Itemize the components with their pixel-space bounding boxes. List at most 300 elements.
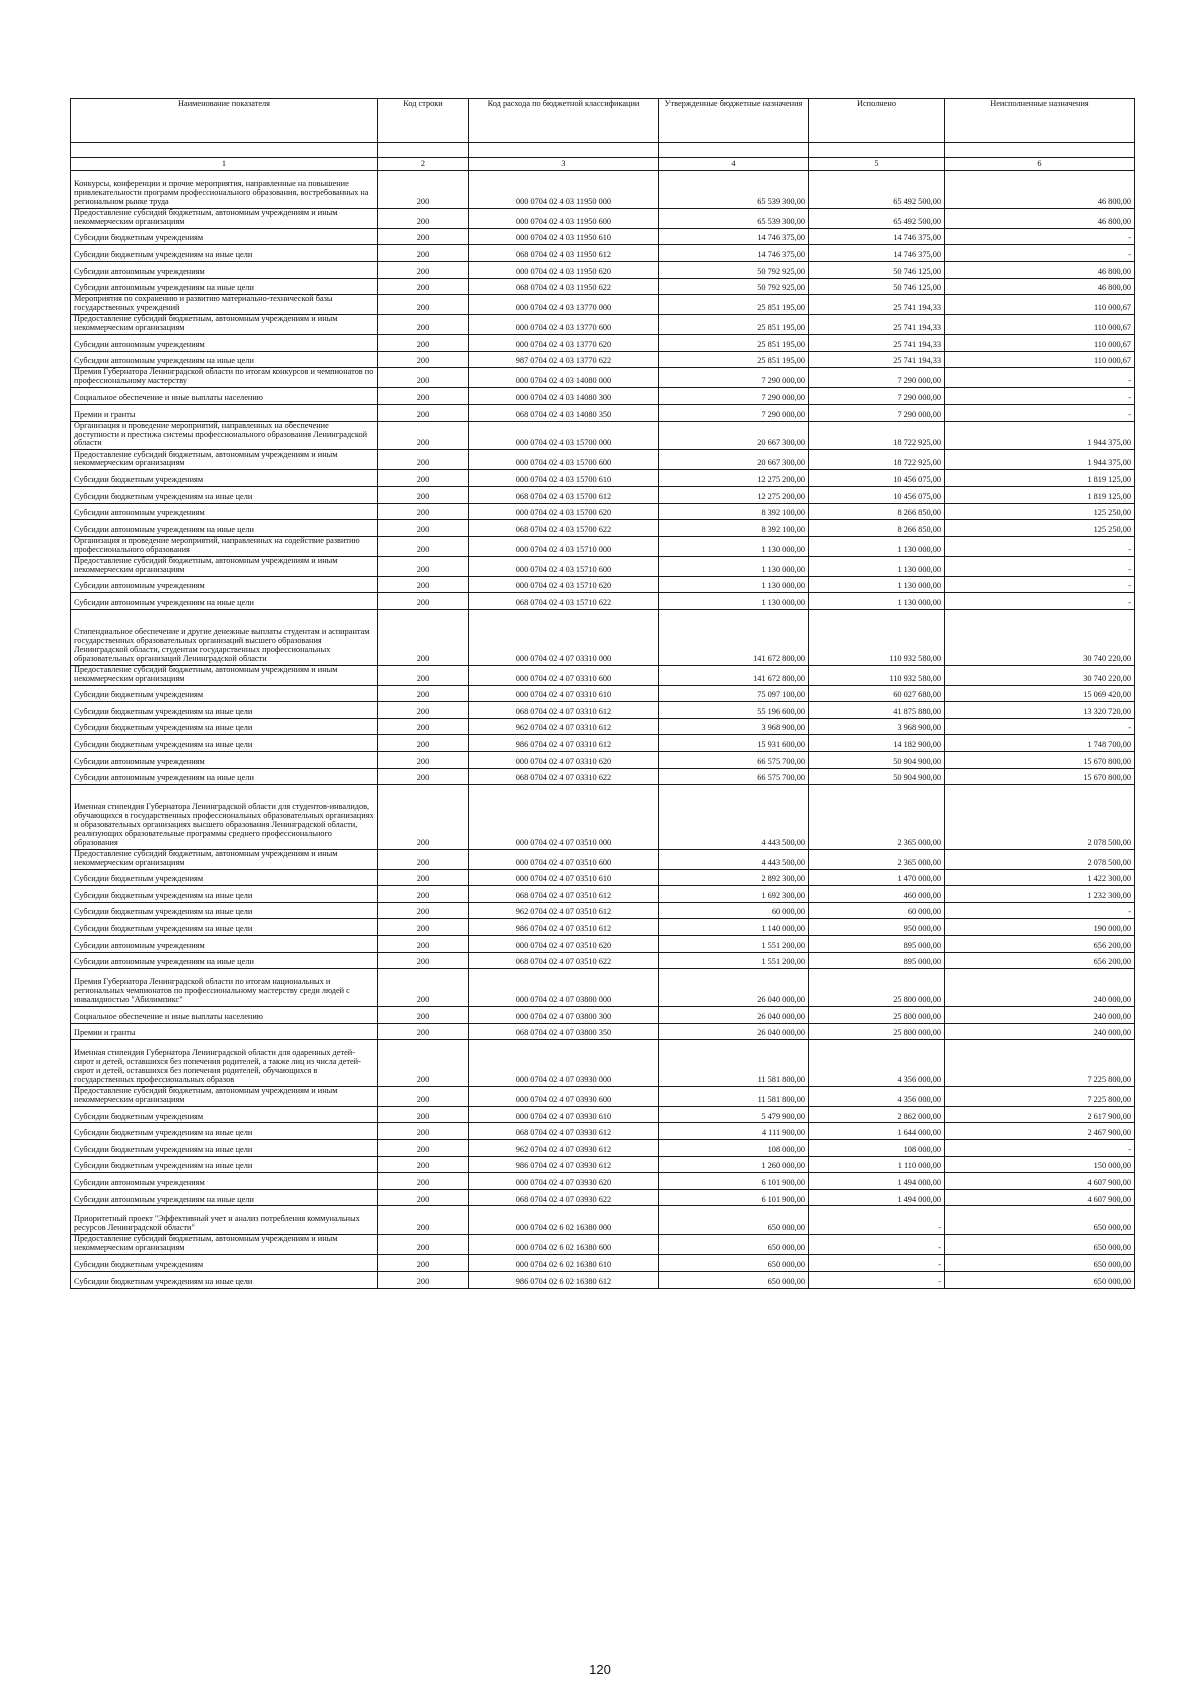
column-number: 4: [659, 158, 809, 171]
approved-amount-cell: 14 746 375,00: [659, 228, 809, 245]
table-row: [71, 171, 1135, 209]
budget-code-cell: 068 0704 02 4 07 03510 622: [469, 952, 659, 969]
line-code-cell: 200: [378, 1023, 469, 1040]
table-row: [71, 1173, 1135, 1190]
approved-amount-cell: 1 140 000,00: [659, 919, 809, 936]
approved-amount-cell: 6 101 900,00: [659, 1189, 809, 1206]
executed-amount-cell: 50 904 900,00: [809, 751, 945, 768]
budget-code-cell: 068 0704 02 4 03 15700 612: [469, 487, 659, 504]
table-row: [71, 869, 1135, 886]
unexecuted-amount-cell: 15 069 420,00: [945, 685, 1135, 702]
approved-amount-cell: 1 130 000,00: [659, 576, 809, 593]
approved-amount-cell: 2 892 300,00: [659, 869, 809, 886]
column-number: 5: [809, 158, 945, 171]
approved-amount-cell: 7 290 000,00: [659, 404, 809, 421]
line-code-cell: 200: [378, 1189, 469, 1206]
budget-code-cell: 068 0704 02 4 03 15700 622: [469, 520, 659, 537]
executed-amount-cell: 14 746 375,00: [809, 245, 945, 262]
line-code-cell: 200: [378, 1255, 469, 1272]
approved-amount-cell: 50 792 925,00: [659, 278, 809, 295]
line-code-cell: 200: [378, 702, 469, 719]
approved-amount-cell: 7 290 000,00: [659, 368, 809, 388]
table-row: [71, 421, 1135, 450]
header-spacer-row: [71, 143, 1135, 158]
unexecuted-amount-cell: -: [945, 404, 1135, 421]
unexecuted-amount-cell: 650 000,00: [945, 1255, 1135, 1272]
line-code-cell: 200: [378, 208, 469, 228]
unexecuted-amount-cell: 650 000,00: [945, 1235, 1135, 1255]
page-number: 120: [589, 1662, 611, 1677]
indicator-name-cell: Субсидии бюджетным учреждениям на иные цели: [71, 487, 378, 504]
executed-amount-cell: 895 000,00: [809, 936, 945, 953]
table-row: [71, 556, 1135, 576]
approved-amount-cell: 66 575 700,00: [659, 751, 809, 768]
line-code-cell: 200: [378, 261, 469, 278]
unexecuted-amount-cell: 125 250,00: [945, 520, 1135, 537]
unexecuted-amount-cell: 1 819 125,00: [945, 487, 1135, 504]
line-code-cell: 200: [378, 1123, 469, 1140]
unexecuted-amount-cell: 46 800,00: [945, 171, 1135, 209]
approved-amount-cell: 1 260 000,00: [659, 1156, 809, 1173]
unexecuted-amount-cell: 30 740 220,00: [945, 665, 1135, 685]
budget-code-cell: 986 0704 02 4 07 03930 612: [469, 1156, 659, 1173]
executed-amount-cell: 950 000,00: [809, 919, 945, 936]
approved-amount-cell: 12 275 200,00: [659, 487, 809, 504]
indicator-name-cell: Субсидии автономным учреждениям на иные цели: [71, 593, 378, 610]
table-row: [71, 388, 1135, 405]
approved-amount-cell: 7 290 000,00: [659, 388, 809, 405]
approved-amount-cell: 66 575 700,00: [659, 768, 809, 785]
header-executed: Исполнено: [809, 99, 945, 143]
indicator-name-cell: Приоритетный проект "Эффективный учет и анализ потребления коммунальных ресурсов Ленинградской области": [71, 1206, 378, 1235]
indicator-name-cell: Предоставление субсидий бюджетным, автономным учреждениям и иным некоммерческим организациям: [71, 665, 378, 685]
indicator-name-cell: Субсидии автономным учреждениям на иные цели: [71, 520, 378, 537]
executed-amount-cell: 65 492 500,00: [809, 171, 945, 209]
executed-amount-cell: 14 182 900,00: [809, 735, 945, 752]
column-number: 1: [71, 158, 378, 171]
indicator-name-cell: Субсидии бюджетным учреждениям на иные цели: [71, 1123, 378, 1140]
approved-amount-cell: 20 667 300,00: [659, 450, 809, 470]
indicator-name-cell: Субсидии автономным учреждениям: [71, 751, 378, 768]
executed-amount-cell: 18 722 925,00: [809, 450, 945, 470]
unexecuted-amount-cell: 4 607 900,00: [945, 1173, 1135, 1190]
line-code-cell: 200: [378, 487, 469, 504]
indicator-name-cell: Субсидии бюджетным учреждениям на иные цели: [71, 1271, 378, 1288]
executed-amount-cell: -: [809, 1206, 945, 1235]
indicator-name-cell: Премии и гранты: [71, 404, 378, 421]
table-row: [71, 315, 1135, 335]
executed-amount-cell: 8 266 850,00: [809, 503, 945, 520]
indicator-name-cell: Субсидии автономным учреждениям: [71, 503, 378, 520]
indicator-name-cell: Субсидии бюджетным учреждениям на иные цели: [71, 919, 378, 936]
unexecuted-amount-cell: -: [945, 556, 1135, 576]
unexecuted-amount-cell: -: [945, 536, 1135, 556]
line-code-cell: 200: [378, 388, 469, 405]
line-code-cell: 200: [378, 919, 469, 936]
line-code-cell: 200: [378, 404, 469, 421]
budget-code-cell: 000 0704 02 4 07 03930 610: [469, 1106, 659, 1123]
line-code-cell: 200: [378, 245, 469, 262]
executed-amount-cell: 7 290 000,00: [809, 368, 945, 388]
unexecuted-amount-cell: 1 748 700,00: [945, 735, 1135, 752]
unexecuted-amount-cell: 1 944 375,00: [945, 450, 1135, 470]
line-code-cell: 200: [378, 503, 469, 520]
unexecuted-amount-cell: 46 800,00: [945, 208, 1135, 228]
line-code-cell: 200: [378, 785, 469, 850]
line-code-cell: 200: [378, 735, 469, 752]
approved-amount-cell: 26 040 000,00: [659, 1007, 809, 1024]
line-code-cell: 200: [378, 576, 469, 593]
approved-amount-cell: 650 000,00: [659, 1255, 809, 1272]
line-code-cell: 200: [378, 520, 469, 537]
approved-amount-cell: 50 792 925,00: [659, 261, 809, 278]
indicator-name-cell: Предоставление субсидий бюджетным, автономным учреждениям и иным некоммерческим организациям: [71, 1235, 378, 1255]
line-code-cell: 200: [378, 936, 469, 953]
table-row: [71, 919, 1135, 936]
budget-code-cell: 068 0704 02 4 03 14080 350: [469, 404, 659, 421]
budget-code-cell: 068 0704 02 4 07 03930 612: [469, 1123, 659, 1140]
table-row: [71, 536, 1135, 556]
budget-code-cell: 000 0704 02 4 03 11950 000: [469, 171, 659, 209]
table-row: [71, 1235, 1135, 1255]
indicator-name-cell: Субсидии автономным учреждениям на иные цели: [71, 1189, 378, 1206]
table-row: [71, 1140, 1135, 1157]
budget-code-cell: 000 0704 02 4 03 15710 000: [469, 536, 659, 556]
indicator-name-cell: Субсидии автономным учреждениям на иные цели: [71, 278, 378, 295]
indicator-name-cell: Предоставление субсидий бюджетным, автономным учреждениям и иным некоммерческим организациям: [71, 315, 378, 335]
table-row: [71, 520, 1135, 537]
unexecuted-amount-cell: -: [945, 245, 1135, 262]
unexecuted-amount-cell: 1 422 300,00: [945, 869, 1135, 886]
approved-amount-cell: 4 443 500,00: [659, 849, 809, 869]
executed-amount-cell: 1 130 000,00: [809, 556, 945, 576]
budget-code-cell: 000 0704 02 4 03 15700 610: [469, 470, 659, 487]
unexecuted-amount-cell: 656 200,00: [945, 936, 1135, 953]
budget-code-cell: 068 0704 02 4 03 11950 612: [469, 245, 659, 262]
budget-code-cell: 000 0704 02 4 03 13770 620: [469, 335, 659, 352]
line-code-cell: 200: [378, 718, 469, 735]
budget-code-cell: 000 0704 02 4 07 03310 620: [469, 751, 659, 768]
budget-code-cell: 986 0704 02 4 07 03310 612: [469, 735, 659, 752]
budget-code-cell: 000 0704 02 4 03 15710 620: [469, 576, 659, 593]
line-code-cell: 200: [378, 1206, 469, 1235]
approved-amount-cell: 25 851 195,00: [659, 315, 809, 335]
approved-amount-cell: 14 746 375,00: [659, 245, 809, 262]
table-row: [71, 768, 1135, 785]
table-row: [71, 245, 1135, 262]
indicator-name-cell: Субсидии автономным учреждениям: [71, 576, 378, 593]
indicator-name-cell: Субсидии автономным учреждениям: [71, 335, 378, 352]
executed-amount-cell: 110 932 580,00: [809, 665, 945, 685]
unexecuted-amount-cell: 240 000,00: [945, 1023, 1135, 1040]
indicator-name-cell: Субсидии бюджетным учреждениям: [71, 685, 378, 702]
line-code-cell: 200: [378, 768, 469, 785]
unexecuted-amount-cell: 1 232 300,00: [945, 886, 1135, 903]
executed-amount-cell: 25 741 194,33: [809, 315, 945, 335]
approved-amount-cell: 8 392 100,00: [659, 520, 809, 537]
budget-code-cell: 962 0704 02 4 07 03930 612: [469, 1140, 659, 1157]
line-code-cell: 200: [378, 886, 469, 903]
unexecuted-amount-cell: 656 200,00: [945, 952, 1135, 969]
unexecuted-amount-cell: -: [945, 388, 1135, 405]
approved-amount-cell: 650 000,00: [659, 1271, 809, 1288]
executed-amount-cell: 895 000,00: [809, 952, 945, 969]
line-code-cell: 200: [378, 952, 469, 969]
approved-amount-cell: 4 111 900,00: [659, 1123, 809, 1140]
table-body: [71, 171, 1135, 1289]
unexecuted-amount-cell: -: [945, 368, 1135, 388]
approved-amount-cell: 15 931 600,00: [659, 735, 809, 752]
approved-amount-cell: 8 392 100,00: [659, 503, 809, 520]
table-row: [71, 335, 1135, 352]
unexecuted-amount-cell: -: [945, 718, 1135, 735]
executed-amount-cell: 7 290 000,00: [809, 388, 945, 405]
executed-amount-cell: -: [809, 1271, 945, 1288]
budget-code-cell: 000 0704 02 4 03 15710 600: [469, 556, 659, 576]
unexecuted-amount-cell: 650 000,00: [945, 1206, 1135, 1235]
table-row: [71, 1023, 1135, 1040]
unexecuted-amount-cell: -: [945, 576, 1135, 593]
approved-amount-cell: 65 539 300,00: [659, 171, 809, 209]
table-row: [71, 685, 1135, 702]
budget-code-cell: 000 0704 02 4 07 03510 000: [469, 785, 659, 850]
indicator-name-cell: Субсидии бюджетным учреждениям: [71, 1255, 378, 1272]
indicator-name-cell: Премия Губернатора Ленинградской области по итогам конкурсов и чемпионатов по профессиональному мастерству: [71, 368, 378, 388]
indicator-name-cell: Субсидии бюджетным учреждениям на иные цели: [71, 886, 378, 903]
executed-amount-cell: 110 932 580,00: [809, 610, 945, 666]
executed-amount-cell: 65 492 500,00: [809, 208, 945, 228]
budget-code-cell: 000 0704 02 4 07 03310 600: [469, 665, 659, 685]
line-code-cell: 200: [378, 228, 469, 245]
approved-amount-cell: 141 672 800,00: [659, 610, 809, 666]
indicator-name-cell: Социальное обеспечение и иные выплаты населению: [71, 388, 378, 405]
budget-code-cell: 000 0704 02 4 07 03510 620: [469, 936, 659, 953]
executed-amount-cell: 3 968 900,00: [809, 718, 945, 735]
executed-amount-cell: 41 875 880,00: [809, 702, 945, 719]
approved-amount-cell: 1 692 300,00: [659, 886, 809, 903]
approved-amount-cell: 650 000,00: [659, 1235, 809, 1255]
unexecuted-amount-cell: 240 000,00: [945, 1007, 1135, 1024]
executed-amount-cell: 460 000,00: [809, 886, 945, 903]
executed-amount-cell: 25 800 000,00: [809, 1023, 945, 1040]
table-row: [71, 1189, 1135, 1206]
indicator-name-cell: Субсидии бюджетным учреждениям на иные цели: [71, 735, 378, 752]
approved-amount-cell: 11 581 800,00: [659, 1040, 809, 1087]
header-unexecuted-appropriations: Неисполненные назначения: [945, 99, 1135, 143]
table-row: [71, 368, 1135, 388]
approved-amount-cell: 26 040 000,00: [659, 969, 809, 1007]
budget-code-cell: 068 0704 02 4 07 03510 612: [469, 886, 659, 903]
line-code-cell: 200: [378, 315, 469, 335]
executed-amount-cell: 60 000,00: [809, 902, 945, 919]
indicator-name-cell: Мероприятия по сохранению и развитию материально-технической базы государственных учреждений: [71, 295, 378, 315]
table-row: [71, 1007, 1135, 1024]
executed-amount-cell: 18 722 925,00: [809, 421, 945, 450]
budget-code-cell: 068 0704 02 4 07 03800 350: [469, 1023, 659, 1040]
unexecuted-amount-cell: -: [945, 228, 1135, 245]
budget-code-cell: 000 0704 02 4 03 13770 600: [469, 315, 659, 335]
table-row: [71, 849, 1135, 869]
executed-amount-cell: 2 862 000,00: [809, 1106, 945, 1123]
line-code-cell: 200: [378, 1106, 469, 1123]
table-row: [71, 735, 1135, 752]
table-row: [71, 470, 1135, 487]
indicator-name-cell: Организация и проведение мероприятий, направленных на обеспечение доступности и престижа системы профессионального образования Ленинградской области: [71, 421, 378, 450]
executed-amount-cell: 25 800 000,00: [809, 969, 945, 1007]
unexecuted-amount-cell: 13 320 720,00: [945, 702, 1135, 719]
unexecuted-amount-cell: 1 819 125,00: [945, 470, 1135, 487]
executed-amount-cell: 60 027 680,00: [809, 685, 945, 702]
executed-amount-cell: 10 456 075,00: [809, 487, 945, 504]
budget-code-cell: 000 0704 02 4 03 11950 600: [469, 208, 659, 228]
table-row: [71, 228, 1135, 245]
table-row: [71, 952, 1135, 969]
budget-code-cell: 000 0704 02 4 07 03930 620: [469, 1173, 659, 1190]
indicator-name-cell: Именная стипендия Губернатора Ленинградской области для студентов-инвалидов, обучающихся в государственных профессиональных образовательных организациях и образовательных организациях высшего образования Ленинградской области, реализующих образовательные программы среднего профессионального образования: [71, 785, 378, 850]
approved-amount-cell: 6 101 900,00: [659, 1173, 809, 1190]
table-row: [71, 1123, 1135, 1140]
unexecuted-amount-cell: -: [945, 902, 1135, 919]
approved-amount-cell: 1 551 200,00: [659, 952, 809, 969]
unexecuted-amount-cell: -: [945, 1140, 1135, 1157]
line-code-cell: 200: [378, 171, 469, 209]
executed-amount-cell: 25 741 194,33: [809, 295, 945, 315]
unexecuted-amount-cell: -: [945, 593, 1135, 610]
indicator-name-cell: Стипендиальное обеспечение и другие денежные выплаты студентам и аспирантам государственных образовательных организаций высшего образования Ленинградской области, студентам государственных профессиональных образовательных организаций Ленинградской области: [71, 610, 378, 666]
table-row: [71, 1086, 1135, 1106]
indicator-name-cell: Субсидии автономным учреждениям на иные цели: [71, 768, 378, 785]
header-approved-appropriations: Утвержденные бюджетные назначения: [659, 99, 809, 143]
line-code-cell: 200: [378, 1086, 469, 1106]
budget-code-cell: 000 0704 02 4 03 15700 620: [469, 503, 659, 520]
executed-amount-cell: 1 644 000,00: [809, 1123, 945, 1140]
line-code-cell: 200: [378, 849, 469, 869]
approved-amount-cell: 141 672 800,00: [659, 665, 809, 685]
executed-amount-cell: 1 130 000,00: [809, 593, 945, 610]
unexecuted-amount-cell: 650 000,00: [945, 1271, 1135, 1288]
budget-code-cell: 000 0704 02 4 07 03800 000: [469, 969, 659, 1007]
table-row: [71, 665, 1135, 685]
indicator-name-cell: Организация и проведение мероприятий, направленных на содействие развитию профессионального образования: [71, 536, 378, 556]
table-row: [71, 886, 1135, 903]
unexecuted-amount-cell: 190 000,00: [945, 919, 1135, 936]
executed-amount-cell: 50 904 900,00: [809, 768, 945, 785]
executed-amount-cell: 25 800 000,00: [809, 1007, 945, 1024]
table-row: [71, 718, 1135, 735]
table-row: [71, 751, 1135, 768]
table-row: [71, 902, 1135, 919]
budget-code-cell: 986 0704 02 4 07 03510 612: [469, 919, 659, 936]
executed-amount-cell: 50 746 125,00: [809, 261, 945, 278]
budget-code-cell: 068 0704 02 4 07 03310 622: [469, 768, 659, 785]
budget-code-cell: 068 0704 02 4 03 11950 622: [469, 278, 659, 295]
table-row: [71, 261, 1135, 278]
indicator-name-cell: Социальное обеспечение и иные выплаты населению: [71, 1007, 378, 1024]
table-row: [71, 487, 1135, 504]
executed-amount-cell: 108 000,00: [809, 1140, 945, 1157]
budget-code-cell: 000 0704 02 6 02 16380 610: [469, 1255, 659, 1272]
line-code-cell: 200: [378, 610, 469, 666]
line-code-cell: 200: [378, 869, 469, 886]
executed-amount-cell: 2 365 000,00: [809, 849, 945, 869]
line-code-cell: 200: [378, 685, 469, 702]
approved-amount-cell: 1 551 200,00: [659, 936, 809, 953]
executed-amount-cell: 7 290 000,00: [809, 404, 945, 421]
table-row: [71, 1206, 1135, 1235]
table-row: [71, 785, 1135, 850]
indicator-name-cell: Субсидии бюджетным учреждениям на иные цели: [71, 702, 378, 719]
indicator-name-cell: Субсидии бюджетным учреждениям: [71, 228, 378, 245]
line-code-cell: 200: [378, 1271, 469, 1288]
unexecuted-amount-cell: 7 225 800,00: [945, 1086, 1135, 1106]
budget-code-cell: 000 0704 02 4 03 11950 610: [469, 228, 659, 245]
indicator-name-cell: Именная стипендия Губернатора Ленинградской области для одаренных детей-сирот и детей, оставшихся без попечения родителей, а также лиц из числа детей-сирот и детей, оставшихся без попечения родителей, обучающихся в государственных профессиональных образов: [71, 1040, 378, 1087]
line-code-cell: 200: [378, 536, 469, 556]
unexecuted-amount-cell: 2 078 500,00: [945, 849, 1135, 869]
approved-amount-cell: 25 851 195,00: [659, 351, 809, 368]
unexecuted-amount-cell: 110 000,67: [945, 315, 1135, 335]
approved-amount-cell: 60 000,00: [659, 902, 809, 919]
line-code-cell: 200: [378, 278, 469, 295]
budget-execution-table: [70, 98, 1135, 1289]
budget-code-cell: 962 0704 02 4 07 03510 612: [469, 902, 659, 919]
table-row: [71, 702, 1135, 719]
indicator-name-cell: Субсидии бюджетным учреждениям на иные цели: [71, 245, 378, 262]
line-code-cell: 200: [378, 1140, 469, 1157]
indicator-name-cell: Предоставление субсидий бюджетным, автономным учреждениям и иным некоммерческим организациям: [71, 208, 378, 228]
line-code-cell: 200: [378, 351, 469, 368]
table-row: [71, 278, 1135, 295]
executed-amount-cell: 1 470 000,00: [809, 869, 945, 886]
approved-amount-cell: 11 581 800,00: [659, 1086, 809, 1106]
unexecuted-amount-cell: 4 607 900,00: [945, 1189, 1135, 1206]
table-row: [71, 1040, 1135, 1087]
indicator-name-cell: Конкурсы, конференции и прочие мероприятия, направленные на повышение привлекательности программ профессионального образования, востребованных на региональном рынке труда: [71, 171, 378, 209]
line-code-cell: 200: [378, 368, 469, 388]
indicator-name-cell: Субсидии бюджетным учреждениям: [71, 1106, 378, 1123]
budget-code-cell: 068 0704 02 4 07 03930 622: [469, 1189, 659, 1206]
approved-amount-cell: 25 851 195,00: [659, 295, 809, 315]
unexecuted-amount-cell: 15 670 800,00: [945, 768, 1135, 785]
unexecuted-amount-cell: 125 250,00: [945, 503, 1135, 520]
approved-amount-cell: 12 275 200,00: [659, 470, 809, 487]
budget-code-cell: 986 0704 02 6 02 16380 612: [469, 1271, 659, 1288]
approved-amount-cell: 1 130 000,00: [659, 556, 809, 576]
approved-amount-cell: 5 479 900,00: [659, 1106, 809, 1123]
indicator-name-cell: Субсидии бюджетным учреждениям: [71, 869, 378, 886]
line-code-cell: 200: [378, 902, 469, 919]
budget-code-cell: 000 0704 02 4 07 03510 610: [469, 869, 659, 886]
table-row: [71, 208, 1135, 228]
approved-amount-cell: 75 097 100,00: [659, 685, 809, 702]
column-number: 3: [469, 158, 659, 171]
executed-amount-cell: -: [809, 1255, 945, 1272]
indicator-name-cell: Субсидии автономным учреждениям: [71, 261, 378, 278]
approved-amount-cell: 1 130 000,00: [659, 593, 809, 610]
line-code-cell: 200: [378, 1007, 469, 1024]
budget-code-cell: 000 0704 02 4 03 15700 000: [469, 421, 659, 450]
approved-amount-cell: 1 130 000,00: [659, 536, 809, 556]
executed-amount-cell: 10 456 075,00: [809, 470, 945, 487]
budget-code-cell: 068 0704 02 4 07 03310 612: [469, 702, 659, 719]
line-code-cell: 200: [378, 1235, 469, 1255]
approved-amount-cell: 20 667 300,00: [659, 421, 809, 450]
budget-code-cell: 000 0704 02 6 02 16380 000: [469, 1206, 659, 1235]
line-code-cell: 200: [378, 470, 469, 487]
table-row: [71, 1271, 1135, 1288]
table-row: [71, 450, 1135, 470]
unexecuted-amount-cell: 30 740 220,00: [945, 610, 1135, 666]
